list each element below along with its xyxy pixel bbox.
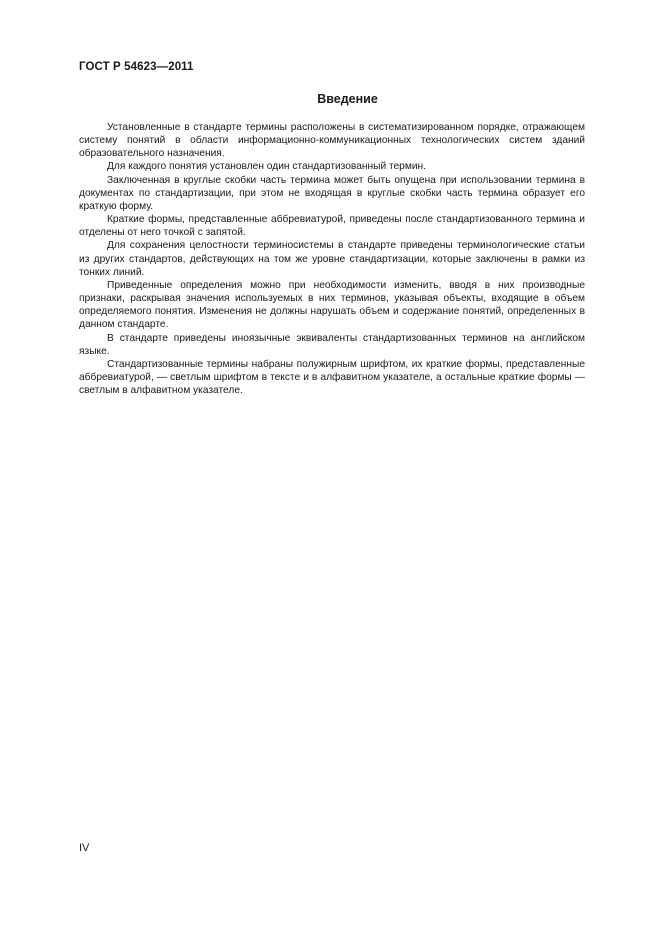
paragraph-foreign-equivalents: В стандарте приведены иноязычные эквиваленты стандартизованных терминов на английском языке. xyxy=(79,332,585,357)
page-number: IV xyxy=(79,842,90,854)
paragraph-abbreviations: Краткие формы, представленные аббревиатурой, приведены после стандартизованного термина и отделены от него точкой с запятой. xyxy=(79,214,585,239)
paragraph-parentheses: Заключенная в круглые скобки часть термина может быть опущена при использовании термина в документах по стандартизации, при этом не входящая в круглые скобки часть термина образует его краткую форму. xyxy=(79,174,585,212)
document-header-standard-number: ГОСТ Р 54623—2011 xyxy=(79,61,194,73)
section-title: Введение xyxy=(317,92,378,106)
paragraph-definitions: Приведенные определения можно при необходимости изменить, вводя в них производные признаки, раскрывая значения используемых в них терминов, указывая объекты, входящие в объем определяемого понятия. Изменения не должны нарушать объем и содержание понятий, определенных в данном стандарте. xyxy=(79,279,585,331)
paragraph-single-term: Для каждого понятия установлен один стандартизованный термин. xyxy=(107,161,426,173)
paragraph-terminology-integrity: Для сохранения целостности терминосистемы в стандарте приведены терминологические статьи из других стандартов, действующих на том же уровне стандартизации, которые заключены в рамки из тонких линий. xyxy=(79,240,585,278)
paragraph-typography: Стандартизованные термины набраны полужирным шрифтом, их краткие формы, представленные аббревиатурой, — светлым шрифтом в тексте и в алфавитном указателе, а остальные краткие формы — светлым в алфавитном указателе. xyxy=(79,358,585,397)
paragraph-terms-order: Установленные в стандарте термины расположены в систематизированном порядке, отражающем систему понятий в области информационно-коммуникационных технологических систем зданий образовательного назначения. xyxy=(79,122,585,160)
introduction-body xyxy=(79,121,585,397)
